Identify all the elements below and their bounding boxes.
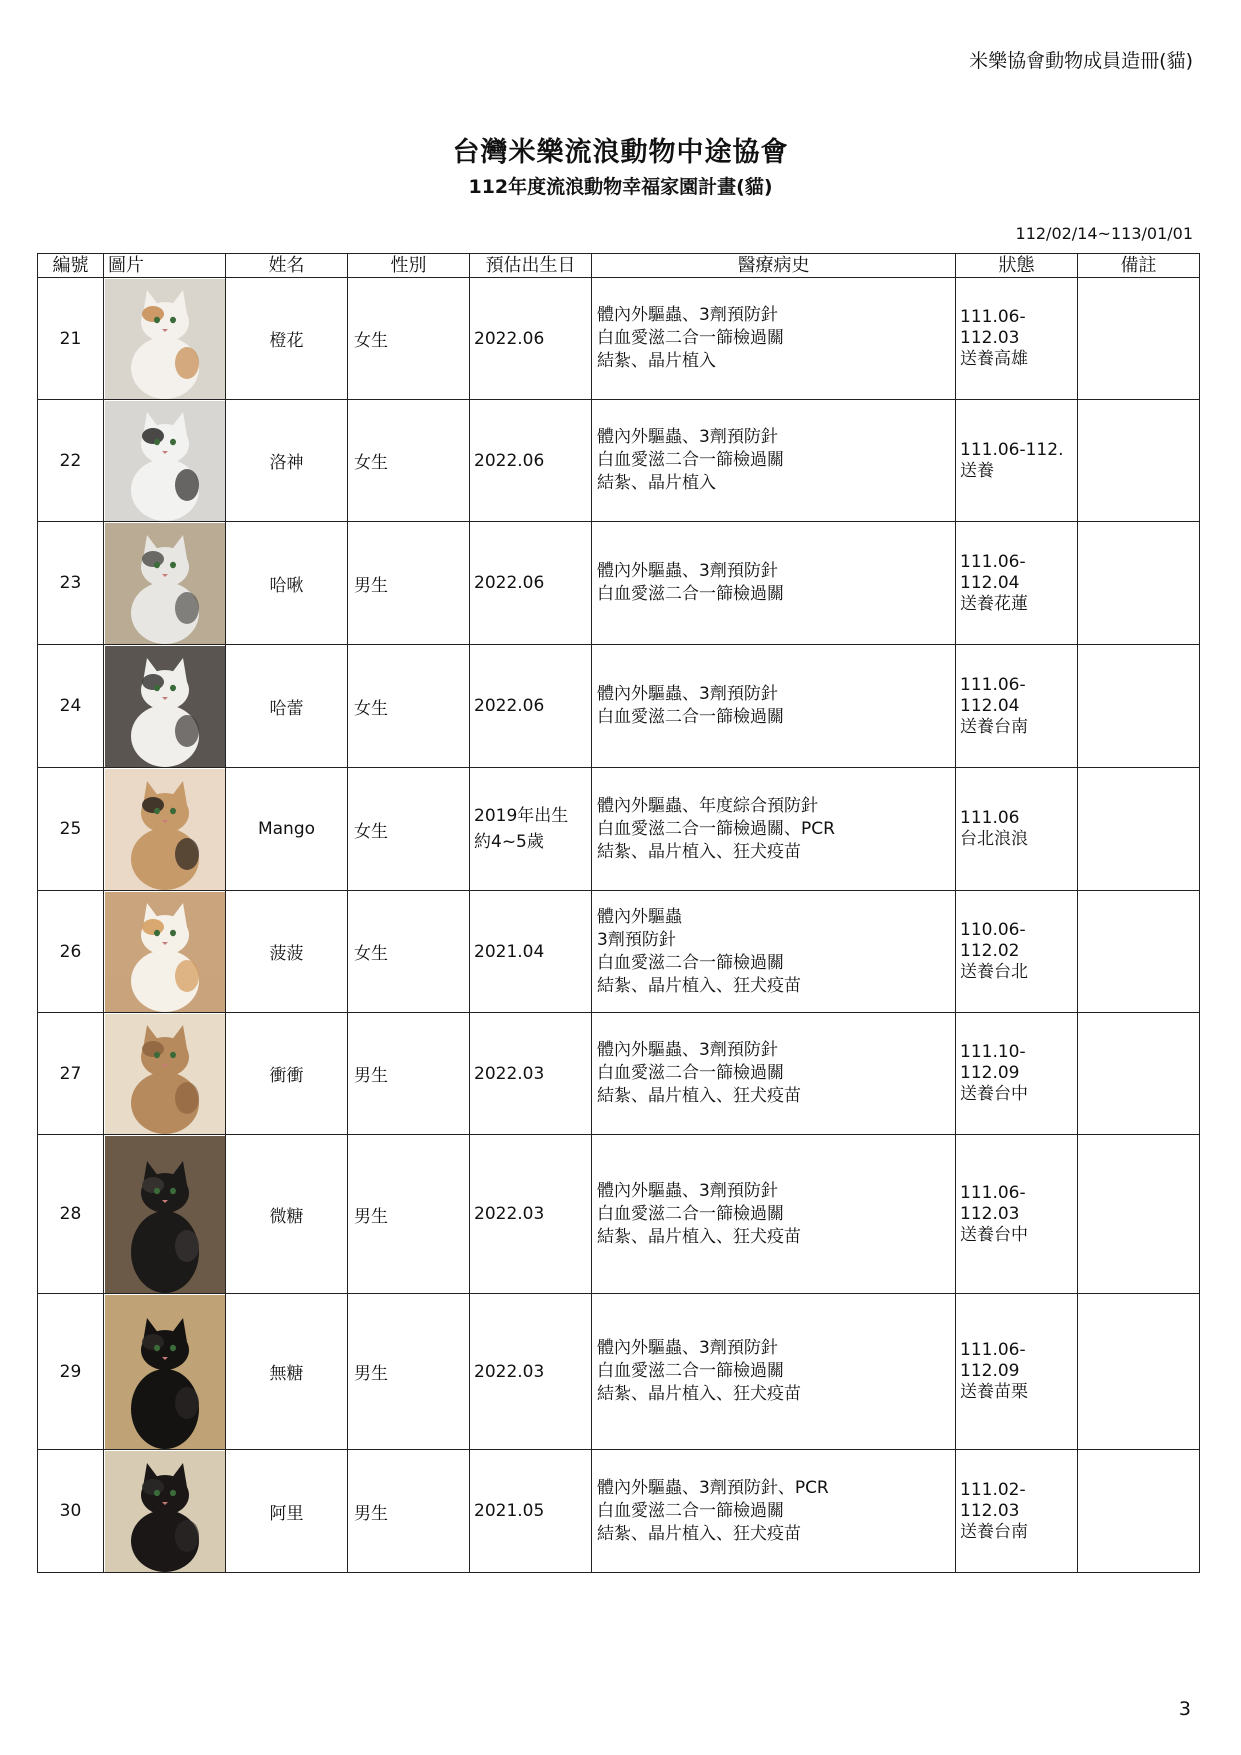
cell-name bbox=[226, 1294, 348, 1450]
date-range: 112/02/14~113/01/01 bbox=[1015, 224, 1193, 243]
cat-name: 衝衝 bbox=[269, 1066, 304, 1086]
cell-photo bbox=[104, 1450, 226, 1573]
cell-status bbox=[956, 1294, 1078, 1450]
cat-name: 菠菠 bbox=[269, 944, 304, 964]
cell-sex bbox=[348, 1294, 470, 1450]
cat-photo bbox=[105, 646, 225, 767]
cat-name: 洛神 bbox=[269, 453, 304, 473]
row-number: 21 bbox=[59, 328, 82, 349]
cell-name bbox=[226, 645, 348, 768]
status-line: 111.06-112.03 bbox=[960, 1182, 1026, 1224]
cell-photo bbox=[104, 645, 226, 768]
cat-sex: 女生 bbox=[354, 453, 388, 473]
cell-notes bbox=[1078, 1013, 1200, 1135]
cell-notes bbox=[1078, 522, 1200, 645]
status-line: 111.06-112.03 bbox=[960, 307, 1026, 348]
animal-register-table bbox=[37, 253, 1200, 1573]
cat-photo bbox=[105, 1014, 225, 1134]
medical-line: 白血愛滋二合一篩檢過關 bbox=[597, 328, 784, 348]
cell-sex bbox=[348, 522, 470, 645]
medical-line: 體內外驅蟲、3劑預防針 bbox=[597, 684, 778, 704]
medical-line: 體內外驅蟲、3劑預防針 bbox=[597, 1040, 778, 1060]
medical-line: 體內外驅蟲、3劑預防針 bbox=[597, 1180, 778, 1201]
medical-line: 結紮、晶片植入、狂犬疫苗 bbox=[597, 1226, 801, 1247]
cell-medical bbox=[592, 522, 956, 645]
row-number: 25 bbox=[59, 819, 82, 839]
cat-photo bbox=[105, 279, 225, 399]
medical-line: 白血愛滋二合一篩檢過關 bbox=[597, 1361, 784, 1381]
status-line: 111.06-112. bbox=[960, 439, 1064, 460]
status-line: 111.06-112.04 bbox=[960, 674, 1026, 716]
medical-line: 白血愛滋二合一篩檢過關 bbox=[597, 1063, 784, 1083]
cell-sex bbox=[348, 1450, 470, 1573]
cell-sex bbox=[348, 1013, 470, 1135]
medical-line: 結紮、晶片植入、狂犬疫苗 bbox=[597, 1523, 801, 1544]
col-header-photo: 圖片 bbox=[104, 254, 226, 278]
cell-photo bbox=[104, 522, 226, 645]
cat-sex: 男生 bbox=[354, 1503, 388, 1524]
status-line: 送養苗栗 bbox=[960, 1382, 1028, 1402]
birth-line: 2022.03 bbox=[474, 1063, 545, 1084]
birth-line: 2019年出生 bbox=[474, 806, 569, 826]
status-line: 111.06-112.04 bbox=[960, 551, 1026, 593]
medical-line: 體內外驅蟲、3劑預防針、PCR bbox=[597, 1477, 829, 1498]
cell-number bbox=[38, 278, 104, 400]
row-number: 28 bbox=[59, 1204, 82, 1224]
table-row bbox=[38, 1294, 1200, 1450]
status-line: 111.06-112.09 bbox=[960, 1340, 1026, 1381]
cell-status bbox=[956, 768, 1078, 891]
cell-number bbox=[38, 1135, 104, 1294]
table-row bbox=[38, 1450, 1200, 1573]
cat-sex: 男生 bbox=[354, 1066, 388, 1086]
cell-notes bbox=[1078, 768, 1200, 891]
cat-sex: 女生 bbox=[354, 698, 388, 719]
birth-line: 2022.06 bbox=[474, 573, 545, 593]
cell-number bbox=[38, 1450, 104, 1573]
table-row bbox=[38, 1135, 1200, 1294]
cat-sex: 女生 bbox=[354, 944, 388, 964]
medical-line: 結紮、晶片植入、狂犬疫苗 bbox=[597, 975, 801, 996]
cell-name bbox=[226, 768, 348, 891]
col-header-medical: 醫療病史 bbox=[592, 254, 956, 278]
col-header-number: 編號 bbox=[38, 254, 104, 278]
row-number: 23 bbox=[59, 573, 82, 593]
table-row bbox=[38, 400, 1200, 522]
birth-line: 2022.06 bbox=[474, 328, 545, 349]
cell-sex bbox=[348, 768, 470, 891]
cell-photo bbox=[104, 891, 226, 1013]
cell-birth bbox=[470, 400, 592, 522]
cell-photo bbox=[104, 768, 226, 891]
cat-name: Mango bbox=[257, 819, 316, 839]
cat-silhouette-icon bbox=[105, 279, 225, 399]
document-corner-label: 米樂協會動物成員造冊(貓) bbox=[969, 50, 1193, 72]
cell-notes bbox=[1078, 1294, 1200, 1450]
cell-number bbox=[38, 1294, 104, 1450]
cell-name bbox=[226, 1013, 348, 1135]
cell-photo bbox=[104, 1294, 226, 1450]
cell-status bbox=[956, 278, 1078, 400]
status-line: 111.10-112.09 bbox=[960, 1042, 1026, 1083]
cell-medical bbox=[592, 768, 956, 891]
cell-number bbox=[38, 1013, 104, 1135]
status-line: 110.06-112.02 bbox=[960, 920, 1026, 961]
medical-line: 體內外驅蟲、3劑預防針 bbox=[597, 305, 778, 325]
table-row bbox=[38, 891, 1200, 1013]
medical-line: 白血愛滋二合一篩檢過關 bbox=[597, 707, 784, 727]
cat-silhouette-icon bbox=[105, 401, 225, 521]
cat-silhouette-icon bbox=[105, 646, 225, 767]
cell-sex bbox=[348, 400, 470, 522]
cell-medical bbox=[592, 1013, 956, 1135]
cat-photo bbox=[105, 769, 225, 890]
cell-name bbox=[226, 278, 348, 400]
cat-silhouette-icon bbox=[105, 523, 225, 644]
cat-photo bbox=[105, 892, 225, 1012]
birth-line: 2021.05 bbox=[474, 1501, 545, 1521]
cat-photo bbox=[105, 1136, 225, 1293]
cat-name: 哈蕾 bbox=[269, 698, 304, 719]
table-row bbox=[38, 278, 1200, 400]
cell-birth bbox=[470, 891, 592, 1013]
medical-line: 結紮、晶片植入 bbox=[597, 351, 716, 371]
medical-line: 結紮、晶片植入、狂犬疫苗 bbox=[597, 1384, 801, 1404]
cat-name: 阿里 bbox=[269, 1503, 304, 1524]
cell-photo bbox=[104, 278, 226, 400]
cat-silhouette-icon bbox=[105, 1136, 225, 1293]
cell-photo bbox=[104, 1013, 226, 1135]
cell-number bbox=[38, 645, 104, 768]
status-line: 送養高雄 bbox=[960, 349, 1028, 369]
cat-sex: 男生 bbox=[354, 575, 388, 596]
cell-birth bbox=[470, 768, 592, 891]
table-row bbox=[38, 645, 1200, 768]
medical-line: 結紮、晶片植入 bbox=[597, 473, 716, 493]
status-line: 送養台中 bbox=[960, 1084, 1028, 1104]
cell-status bbox=[956, 1135, 1078, 1294]
col-header-sex: 性別 bbox=[348, 254, 470, 278]
cell-number bbox=[38, 768, 104, 891]
medical-line: 結紮、晶片植入、狂犬疫苗 bbox=[597, 1086, 801, 1106]
cell-number bbox=[38, 522, 104, 645]
medical-line: 體內外驅蟲 bbox=[597, 906, 682, 927]
cat-sex: 男生 bbox=[354, 1364, 388, 1384]
cat-silhouette-icon bbox=[105, 1014, 225, 1134]
cell-name bbox=[226, 891, 348, 1013]
status-line: 111.02-112.03 bbox=[960, 1479, 1026, 1521]
cell-notes bbox=[1078, 645, 1200, 768]
cell-birth bbox=[470, 278, 592, 400]
cat-photo bbox=[105, 401, 225, 521]
medical-line: 體內外驅蟲、3劑預防針 bbox=[597, 427, 778, 447]
cat-sex: 女生 bbox=[354, 331, 388, 351]
cat-photo bbox=[105, 1451, 225, 1572]
status-line: 送養台中 bbox=[960, 1224, 1028, 1245]
medical-line: 3劑預防針 bbox=[597, 929, 676, 950]
col-header-notes: 備註 bbox=[1078, 254, 1200, 278]
birth-line: 2022.06 bbox=[474, 450, 545, 471]
cat-silhouette-icon bbox=[105, 892, 225, 1012]
cell-medical bbox=[592, 1294, 956, 1450]
birth-line: 2022.03 bbox=[474, 1361, 545, 1382]
col-header-birth: 預估出生日 bbox=[470, 254, 592, 278]
cat-sex: 男生 bbox=[354, 1206, 388, 1227]
document-subtitle: 112年度流浪動物幸福家園計畫(貓) bbox=[468, 176, 773, 198]
table-header-row bbox=[38, 254, 1200, 278]
cell-notes bbox=[1078, 1135, 1200, 1294]
status-line: 送養花蓮 bbox=[960, 593, 1028, 614]
medical-line: 白血愛滋二合一篩檢過關 bbox=[597, 450, 784, 470]
cell-medical bbox=[592, 645, 956, 768]
cell-medical bbox=[592, 1450, 956, 1573]
table-row bbox=[38, 522, 1200, 645]
cat-name: 微糖 bbox=[269, 1206, 304, 1227]
cat-sex: 女生 bbox=[354, 821, 388, 842]
cell-sex bbox=[348, 891, 470, 1013]
table-row bbox=[38, 768, 1200, 891]
cell-name bbox=[226, 522, 348, 645]
status-line: 台北浪浪 bbox=[960, 829, 1028, 849]
col-header-status: 狀態 bbox=[956, 254, 1078, 278]
cell-medical bbox=[592, 891, 956, 1013]
medical-line: 結紮、晶片植入、狂犬疫苗 bbox=[597, 841, 801, 862]
medical-line: 白血愛滋二合一篩檢過關 bbox=[597, 952, 784, 973]
cell-sex bbox=[348, 278, 470, 400]
cell-name bbox=[226, 1135, 348, 1294]
cell-status bbox=[956, 400, 1078, 522]
row-number: 27 bbox=[59, 1063, 82, 1084]
cell-status bbox=[956, 891, 1078, 1013]
cell-number bbox=[38, 400, 104, 522]
medical-line: 體內外驅蟲、3劑預防針 bbox=[597, 561, 778, 581]
status-line: 送養台北 bbox=[960, 962, 1028, 982]
cell-notes bbox=[1078, 891, 1200, 1013]
birth-line: 約4~5歲 bbox=[474, 832, 544, 852]
row-number: 22 bbox=[59, 450, 82, 471]
row-number: 29 bbox=[59, 1361, 82, 1382]
cell-name bbox=[226, 1450, 348, 1573]
cell-birth bbox=[470, 1450, 592, 1573]
cell-notes bbox=[1078, 1450, 1200, 1573]
birth-line: 2022.06 bbox=[474, 696, 545, 716]
page-number: 3 bbox=[1178, 1698, 1191, 1720]
row-number: 26 bbox=[59, 941, 82, 962]
cell-birth bbox=[470, 522, 592, 645]
cell-birth bbox=[470, 1135, 592, 1294]
medical-line: 白血愛滋二合一篩檢過關 bbox=[597, 1203, 784, 1224]
cat-name: 無糖 bbox=[269, 1364, 304, 1384]
row-number: 24 bbox=[59, 696, 82, 716]
status-line: 111.06 bbox=[960, 808, 1020, 828]
cell-medical bbox=[592, 400, 956, 522]
cell-medical bbox=[592, 278, 956, 400]
cell-medical bbox=[592, 1135, 956, 1294]
cell-name bbox=[226, 400, 348, 522]
cell-photo bbox=[104, 400, 226, 522]
row-number: 30 bbox=[59, 1501, 82, 1521]
cat-name: 哈啾 bbox=[269, 575, 304, 596]
status-line: 送養台南 bbox=[960, 716, 1028, 737]
medical-line: 體內外驅蟲、3劑預防針 bbox=[597, 1338, 778, 1358]
cat-silhouette-icon bbox=[105, 769, 225, 890]
medical-line: 白血愛滋二合一篩檢過關 bbox=[597, 584, 784, 604]
col-header-name: 姓名 bbox=[226, 254, 348, 278]
birth-line: 2022.03 bbox=[474, 1204, 545, 1224]
cell-notes bbox=[1078, 400, 1200, 522]
cat-silhouette-icon bbox=[105, 1295, 225, 1449]
cell-number bbox=[38, 891, 104, 1013]
medical-line: 白血愛滋二合一篩檢過關、PCR bbox=[597, 818, 835, 839]
cat-name: 橙花 bbox=[269, 331, 304, 351]
status-line: 送養台南 bbox=[960, 1521, 1028, 1542]
cell-status bbox=[956, 1013, 1078, 1135]
cell-sex bbox=[348, 645, 470, 768]
cat-silhouette-icon bbox=[105, 1451, 225, 1572]
status-line: 送養 bbox=[960, 460, 994, 481]
cell-birth bbox=[470, 1294, 592, 1450]
cell-photo bbox=[104, 1135, 226, 1294]
cell-status bbox=[956, 1450, 1078, 1573]
cell-notes bbox=[1078, 278, 1200, 400]
cell-status bbox=[956, 645, 1078, 768]
cell-status bbox=[956, 522, 1078, 645]
medical-line: 體內外驅蟲、年度綜合預防針 bbox=[597, 795, 818, 816]
cell-sex bbox=[348, 1135, 470, 1294]
birth-line: 2021.04 bbox=[474, 941, 545, 962]
medical-line: 白血愛滋二合一篩檢過關 bbox=[597, 1500, 784, 1521]
cat-photo bbox=[105, 523, 225, 644]
cat-photo bbox=[105, 1295, 225, 1449]
cell-birth bbox=[470, 645, 592, 768]
document-title: 台灣米樂流浪動物中途協會 bbox=[452, 137, 789, 168]
cell-birth bbox=[470, 1013, 592, 1135]
table-row bbox=[38, 1013, 1200, 1135]
